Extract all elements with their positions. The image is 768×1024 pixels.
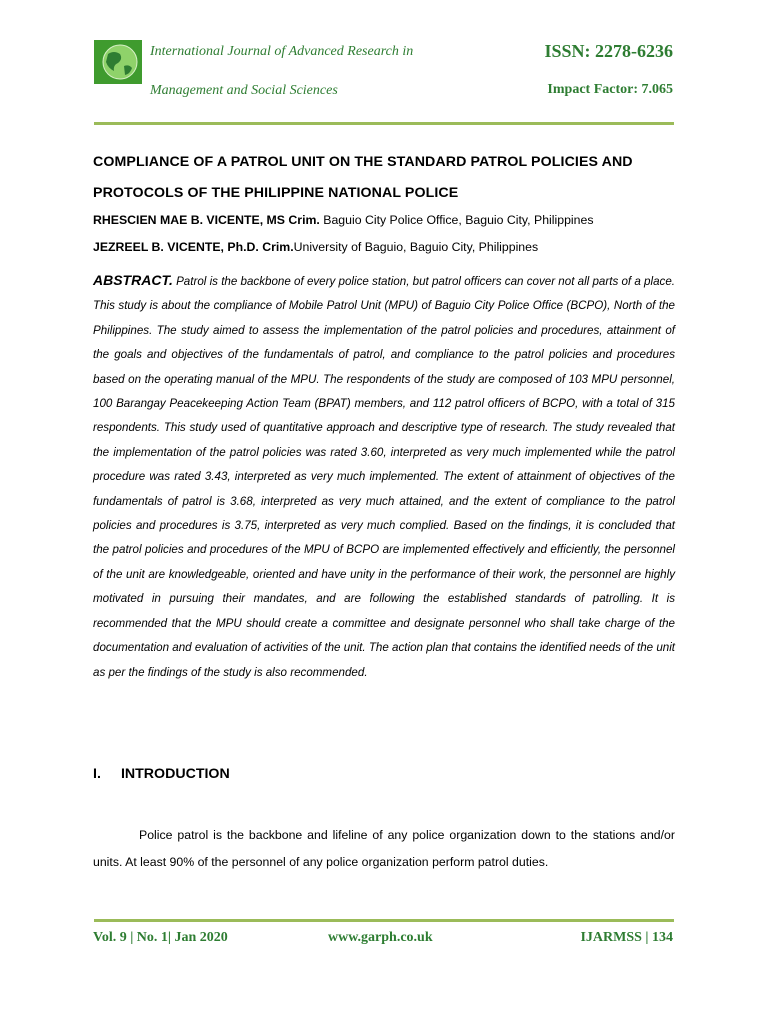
author-line-1	[93, 212, 593, 228]
section-title: INTRODUCTION	[120, 766, 230, 782]
globe-logo-icon	[94, 40, 142, 84]
footer-volume: Vol. 9 | No. 1| Jan 2020	[93, 930, 228, 945]
footer-website-link[interactable]: www.garph.co.uk	[328, 930, 433, 945]
abstract-label: ABSTRACT.	[93, 272, 173, 288]
section-heading-introduction	[93, 766, 230, 782]
paper-title: COMPLIANCE OF A PATROL UNIT ON THE STANDARD PATROL POLICIES AND PROTOCOLS OF THE PHILIPPINE NATIONAL POLICE	[93, 154, 633, 201]
author-line-2	[93, 239, 538, 255]
author-affiliation: University of Baguio, Baguio City, Philippines	[293, 240, 539, 254]
author-name: RHESCIEN MAE B. VICENTE, MS Crim.	[93, 213, 320, 227]
journal-name-line1: International Journal of Advanced Research in	[150, 44, 414, 59]
introduction-paragraph: Police patrol is the backbone and lifeline of any police organization down to the stations and/or units. At least 90% of the personnel of any police organization perform patrol duties.	[93, 828, 675, 869]
footer-page-number: IJARMSS | 134	[580, 930, 673, 945]
issn-label: ISSN: 2278-6236	[544, 41, 673, 61]
abstract-paragraph	[93, 268, 675, 685]
footer-divider	[94, 919, 674, 922]
abstract-text: Patrol is the backbone of every police station, but patrol officers can cover not all parts of a place. This study is about the compliance of Mobile Patrol Unit (MPU) of Baguio City Police Office (BCPO), North of the Philippines. The study aimed to assess the implementation of the patrol policies and procedures, attainment of the goals and objectives of the fundamentals of patrol, and compliance to the patrol policies and procedures based on the operating manual of the MPU. The respondents of the study are composed of 103 MPU personnel, 100 Barangay Peacekeeping Action Team (BPAT) members, and 112 patrol officers of BCPO, with a total of 315 respondents. This study used of quantitative approach and descriptive type of research. The study revealed that the implementation of the patrol policies was rated 3.60, interpreted as very much implemented while the patrol procedure was rated 3.43, interpreted as very much implemented. The extent of attainment of objectives of the fundamentals of patrol is 3.68, interpreted as very much attained, and the extent of compliance to the patrol policies and procedures is 3.75, interpreted as very much complied. Based on the findings, it is concluded that the patrol policies and procedures of the MPU of BCPO are implemented effectively and efficiently, the personnel of the unit are knowledgeable, oriented and have unity in the performance of their work, the personnel are highly motivated in pursuing their mandates, and are following the established standards of patrolling. It is recommended that the MPU should create a committee and designate personnel who shall take charge of the documentation and evaluation of activities of the unit. The action plan that contains the identified needs of the unit as per the findings of the study is also recommended.	[93, 275, 676, 679]
journal-logo	[94, 40, 142, 84]
header-divider	[94, 122, 674, 125]
journal-name-line2: Management and Social Sciences	[150, 83, 338, 98]
author-affiliation: Baguio City Police Office, Baguio City, Philippines	[319, 213, 594, 227]
author-name: JEZREEL B. VICENTE, Ph.D. Crim.	[93, 240, 294, 254]
impact-factor-label: Impact Factor: 7.065	[547, 82, 673, 97]
section-number: I.	[93, 766, 101, 782]
